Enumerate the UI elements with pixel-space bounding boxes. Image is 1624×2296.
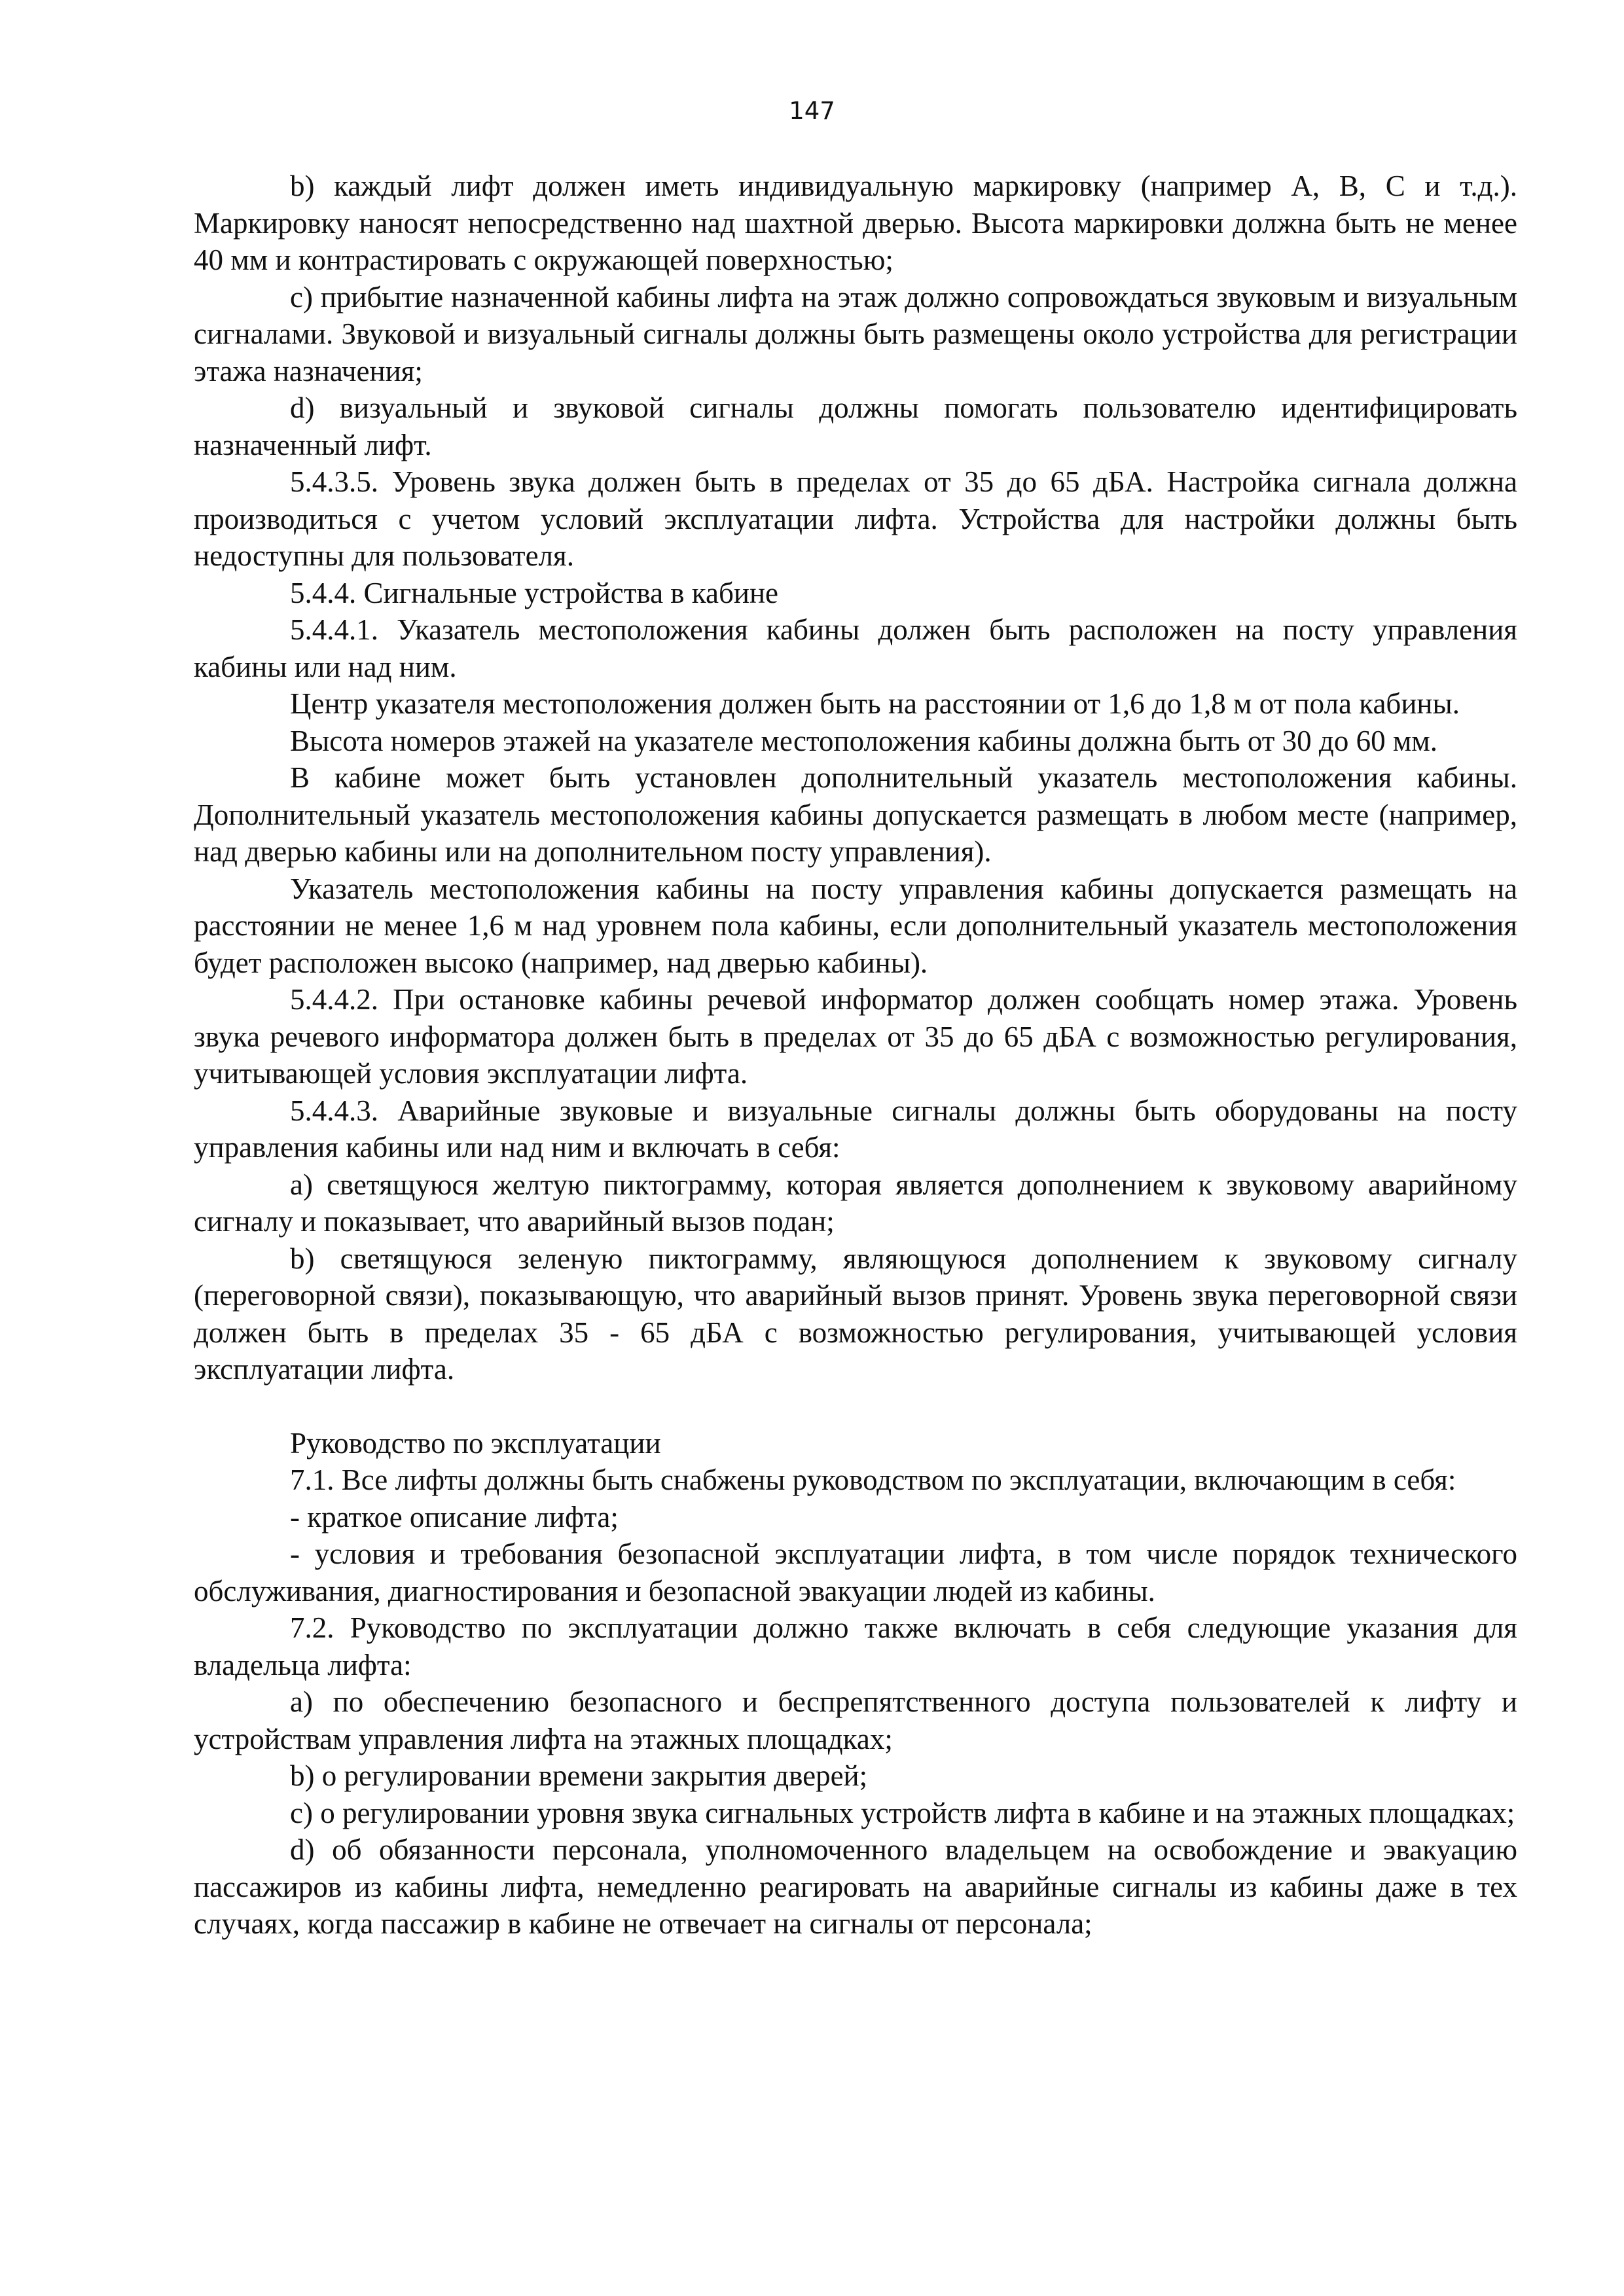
section-heading-manual: Руководство по эксплуатации xyxy=(290,1426,661,1460)
section-heading-5-4-4: 5.4.4. Сигнальные устройства в кабине xyxy=(290,576,778,609)
section-gap xyxy=(194,1388,1517,1425)
list-item-short-description: - краткое описание лифта; xyxy=(290,1500,619,1534)
document-body xyxy=(194,168,1517,1943)
paragraph-5-4-4-2: 5.4.4.2. При остановке кабины речевой информатор должен сообщать номер этажа. Уровень звука речевого информатора должен быть в пределах от 35 до 65 дБА с возможностью регулирования, учитывающей условия эксплуатации лифта. xyxy=(194,983,1517,1090)
list-item-d-staff-duty: d) об обязанности персонала, уполномоченного владельцем на освобождение и эвакуацию пассажиров из кабины лифта, немедленно реагировать на аварийные сигналы из кабины даже в тех случаях, когда пассажир в кабине не отвечает на сигналы от персонала; xyxy=(194,1833,1517,1940)
list-item-operating-conditions: - условия и требования безопасной эксплуатации лифта, в том числе порядок технического обслуживания, диагностирования и безопасной эвакуации людей из кабины. xyxy=(194,1537,1517,1607)
paragraph-a-yellow-pictogram: a) светящуюся желтую пиктограмму, которая является дополнением к звуковому аварийному сигналу и показывает, что аварийный вызов подан; xyxy=(194,1168,1517,1238)
paragraph-indicator-center: Центр указателя местоположения должен быть на расстоянии от 1,6 до 1,8 м от пола кабины. xyxy=(290,687,1460,720)
paragraph-b-green-pictogram: b) светящуюся зеленую пиктограмму, являющуюся дополнением к звуковому сигналу (переговорной связи), показывающую, что аварийный вызов принят. Уровень звука переговорной связи должен быть в пределах 35 - 65 дБА с возможностью регулирования, учитывающей условия эксплуатации лифта. xyxy=(194,1242,1517,1386)
paragraph-additional-indicator: В кабине может быть установлен дополнительный указатель местоположения кабины. Дополнительный указатель местоположения кабины допускается размещать в любом месте (например, над дверью кабины или на дополнительном посту управления). xyxy=(194,761,1517,868)
list-item-a-access: a) по обеспечению безопасного и беспрепятственного доступа пользователей к лифту и устройствам управления лифта на этажных площадках; xyxy=(194,1685,1517,1755)
paragraph-5-4-4-3: 5.4.4.3. Аварийные звуковые и визуальные сигналы должны быть оборудованы на посту управления кабины или над ним и включать в себя: xyxy=(194,1094,1517,1164)
page-number: 147 xyxy=(789,97,835,125)
paragraph-7-2: 7.2. Руководство по эксплуатации должно также включать в себя следующие указания для владельца лифта: xyxy=(194,1611,1517,1681)
paragraph-b-marking: b) каждый лифт должен иметь индивидуальную маркировку (например A, B, C и т.д.). Маркировку наносят непосредственно над шахтной дверью. Высота маркировки должна быть не менее 40 мм и контрастировать с окружающей поверхностью; xyxy=(194,170,1517,276)
paragraph-7-1: 7.1. Все лифты должны быть снабжены руководством по эксплуатации, включающим в себя: xyxy=(290,1463,1456,1496)
list-item-b-door-timing: b) о регулировании времени закрытия дверей; xyxy=(290,1759,868,1792)
paragraph-5-4-4-1: 5.4.4.1. Указатель местоположения кабины должен быть расположен на посту управления кабины или над ним. xyxy=(194,613,1517,683)
paragraph-floor-number-height: Высота номеров этажей на указателе местоположения кабины должна быть от 30 до 60 мм. xyxy=(290,724,1438,757)
list-item-c-sound-level: c) о регулировании уровня звука сигнальных устройств лифта в кабине и на этажных площадках; xyxy=(290,1796,1515,1829)
paragraph-d-identification: d) визуальный и звуковой сигналы должны помогать пользователю идентифицировать назначенный лифт. xyxy=(194,391,1517,461)
paragraph-c-arrival-signal: c) прибытие назначенной кабины лифта на этаж должно сопровождаться звуковым и визуальным сигналами. Звуковой и визуальный сигналы должны быть размещены около устройства для регистрации этажа назначения; xyxy=(194,280,1517,387)
paragraph-indicator-placement: Указатель местоположения кабины на посту управления кабины допускается размещать на расстоянии не менее 1,6 м над уровнем пола кабины, если дополнительный указатель местоположения будет расположен высоко (например, над дверью кабины). xyxy=(194,872,1517,979)
paragraph-5-4-3-5: 5.4.3.5. Уровень звука должен быть в пределах от 35 до 65 дБА. Настройка сигнала должна производиться с учетом условий эксплуатации лифта. Устройства для настройки должны быть недоступны для пользователя. xyxy=(194,465,1517,572)
